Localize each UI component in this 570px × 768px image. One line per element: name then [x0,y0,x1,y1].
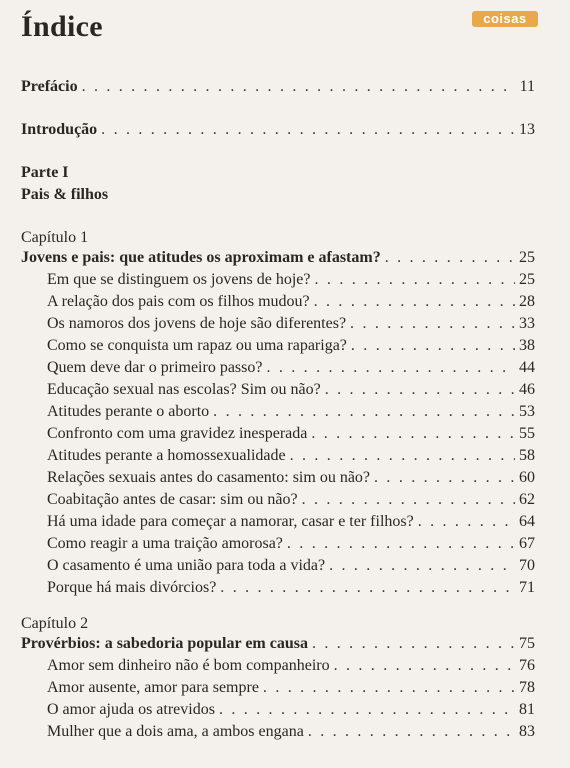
toc-item[interactable] [0,380,535,400]
leader-dots [314,292,515,312]
toc-chapter-title[interactable] [0,634,535,654]
toc-item-label: Atitudes perante o aborto [47,403,210,420]
toc-page-number: 44 [519,359,535,376]
leader-dots [374,468,515,488]
leader-dots [287,534,515,554]
leader-dots [311,424,515,444]
toc-item[interactable] [0,424,535,444]
toc-page-number: 53 [519,403,535,420]
toc-item[interactable] [0,578,535,598]
toc-page-number: 78 [519,679,535,696]
leader-dots [213,402,515,422]
toc-item-label: Em que se distinguem os jovens de hoje? [47,271,311,288]
leader-dots [219,700,515,720]
toc-item-label: Relações sexuais antes do casamento: sim ou não? [47,469,371,486]
leader-dots [266,358,515,378]
toc-chapter-title[interactable] [0,248,535,268]
toc-item[interactable] [0,336,535,356]
toc-item-label: Educação sexual nas escolas? Sim ou não? [47,381,321,398]
toc-page-number: 28 [519,293,535,310]
leader-dots [312,634,515,654]
toc-page-number: 76 [519,657,535,674]
toc-item[interactable] [0,402,535,422]
toc-item-label: Mulher que a dois ama, a ambos engana [47,723,304,740]
toc-item-label: Porque há mais divórcios? [47,579,217,596]
toc-item-label: O casamento é uma união para toda a vida? [47,557,326,574]
leader-dots [101,120,515,140]
toc-item[interactable] [0,512,535,532]
toc-item-label: A relação dos pais com os filhos mudou? [47,293,310,310]
toc-entry-label: Introdução [21,121,98,138]
leader-dots [334,656,515,676]
toc-page-number: 60 [519,469,535,486]
toc-item-label: Amor ausente, amor para sempre [47,679,259,696]
leader-dots [220,578,515,598]
toc-item[interactable] [0,446,535,466]
toc-item[interactable] [0,656,535,676]
leader-dots [302,490,515,510]
toc-page-number: 75 [519,635,535,652]
toc-entry-label: Provérbios: a sabedoria popular em causa [21,635,308,652]
leader-dots [308,722,515,742]
toc-item-label: Confronto com uma gravidez inesperada [47,425,308,442]
toc-page-number: 46 [519,381,535,398]
toc-item-label: Coabitação antes de casar: sim ou não? [47,491,298,508]
leader-dots [385,248,515,268]
publisher-logo: coisas [472,11,538,27]
part-heading: Parte I [21,164,69,181]
leader-dots [315,270,515,290]
toc-page-number: 38 [519,337,535,354]
toc-page-number: 11 [519,78,535,95]
toc-item[interactable] [0,700,535,720]
toc-page-number: 83 [519,723,535,740]
toc-page-number: 62 [519,491,535,508]
part-subtitle: Pais & filhos [21,186,109,203]
leader-dots [82,77,516,97]
toc-item-label: Como se conquista um rapaz ou uma rapariga? [47,337,347,354]
toc-item[interactable] [0,270,535,290]
toc-item-label: O amor ajuda os atrevidos [47,701,215,718]
leader-dots [325,380,515,400]
toc-item[interactable] [0,678,535,698]
toc-item[interactable] [0,534,535,554]
toc-page-number: 71 [519,579,535,596]
leader-dots [290,446,515,466]
toc-page-number: 25 [519,249,535,266]
toc-item-label: Quem deve dar o primeiro passo? [47,359,263,376]
toc-page-number: 64 [519,513,535,530]
toc-item[interactable] [0,556,535,576]
leader-dots [351,336,515,356]
toc-page-number: 67 [519,535,535,552]
toc-page-number: 55 [519,425,535,442]
toc-page-number: 58 [519,447,535,464]
toc-item[interactable] [0,468,535,488]
leader-dots [350,314,515,334]
toc-item-label: Atitudes perante a homossexualidade [47,447,286,464]
toc-item-label: Amor sem dinheiro não é bom companheiro [47,657,330,674]
toc-item[interactable] [0,358,535,378]
toc-page-number: 25 [519,271,535,288]
toc-item-label: Há uma idade para começar a namorar, casar e ter filhos? [47,513,414,530]
page-title: Índice [21,10,103,43]
toc-entry-label: Prefácio [21,78,78,95]
toc-item-label: Os namoros dos jovens de hoje são diferentes? [47,315,347,332]
toc-page-number: 33 [519,315,535,332]
toc-entry-introducao[interactable] [0,120,535,140]
toc-page-number: 81 [519,701,535,718]
chapter-number-label: Capítulo 1 [21,229,89,246]
toc-entry-label: Jovens e pais: que atitudes os aproximam e afastam? [21,249,381,266]
toc-item[interactable] [0,722,535,742]
toc-item[interactable] [0,314,535,334]
toc-entry-prefacio[interactable] [0,77,535,97]
toc-item-label: Como reagir a uma traição amorosa? [47,535,283,552]
toc-item[interactable] [0,292,535,312]
leader-dots [418,512,515,532]
chapter-number-label: Capítulo 2 [21,615,89,632]
toc-item[interactable] [0,490,535,510]
leader-dots [263,678,515,698]
toc-page-number: 13 [519,121,535,138]
leader-dots [329,556,515,576]
toc-page-number: 70 [519,557,535,574]
